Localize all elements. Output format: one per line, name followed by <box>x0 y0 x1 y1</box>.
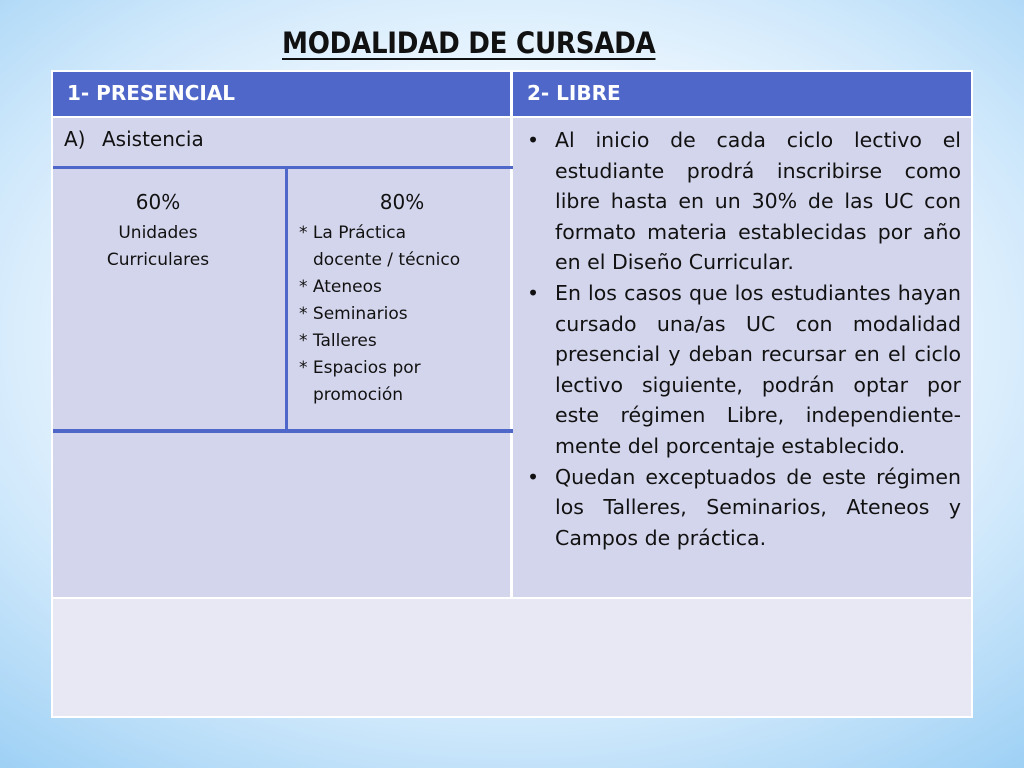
libre-bullet-item <box>527 278 961 462</box>
bullet-icon: • <box>527 128 540 152</box>
libre-bullet-item <box>527 125 961 278</box>
percent-60: 60% <box>135 190 181 214</box>
uc-label-line: Unidades <box>118 223 198 243</box>
list-item-continuation: docente / técnico <box>313 250 461 270</box>
list-item: * Seminarios <box>299 304 408 324</box>
list-item: * Espacios por <box>299 358 421 378</box>
libre-cell <box>513 118 971 597</box>
uc-label-line: Curriculares <box>106 250 210 270</box>
list-item: * Ateneos <box>299 277 382 297</box>
modalidad-table <box>51 70 973 718</box>
subtable-divider <box>285 169 288 432</box>
empty-footer-row <box>53 599 971 716</box>
subtable-bottom-line <box>53 429 516 433</box>
bullet-icon: • <box>527 280 540 305</box>
asistencia-marker: A) <box>64 127 86 151</box>
bullet-icon: • <box>527 464 540 489</box>
header-presencial: 1- PRESENCIAL <box>53 72 510 116</box>
list-80-items <box>299 220 509 409</box>
unidades-curriculares-label <box>53 220 263 274</box>
list-item: * La Práctica <box>299 223 407 243</box>
header-libre: 2- LIBRE <box>513 72 971 116</box>
asistencia-label: Asistencia <box>102 127 204 151</box>
percent-80: 80% <box>379 190 425 214</box>
libre-bullet-text: Quedan exceptuados de este régimen los Talleres, Seminarios, Ateneos y Campos de práctica. <box>555 464 961 550</box>
libre-bullet-text: Al inicio de cada ciclo lectivo el estudiante prodrá inscribirse como libre hasta en un 30% de las UC con formato materia establecidas por año en el Diseño Curricular. <box>555 128 961 275</box>
asistencia-heading <box>64 127 204 151</box>
list-item-continuation: promoción <box>313 385 404 405</box>
slide-title: MODALIDAD DE CURSADA <box>282 26 656 60</box>
presencial-cell <box>53 118 510 597</box>
libre-bullet-text: En los casos que los estudiantes hayan cursado una/as UC con modalidad presencial y deban recursar en el ciclo lectivo siguiente, podrán optar por este régimen Libre, independiente-mente del porcentaje establecido. <box>555 280 961 458</box>
libre-bullet-list <box>527 125 961 553</box>
list-item: * Talleres <box>299 331 377 351</box>
libre-bullet-item <box>527 462 961 554</box>
